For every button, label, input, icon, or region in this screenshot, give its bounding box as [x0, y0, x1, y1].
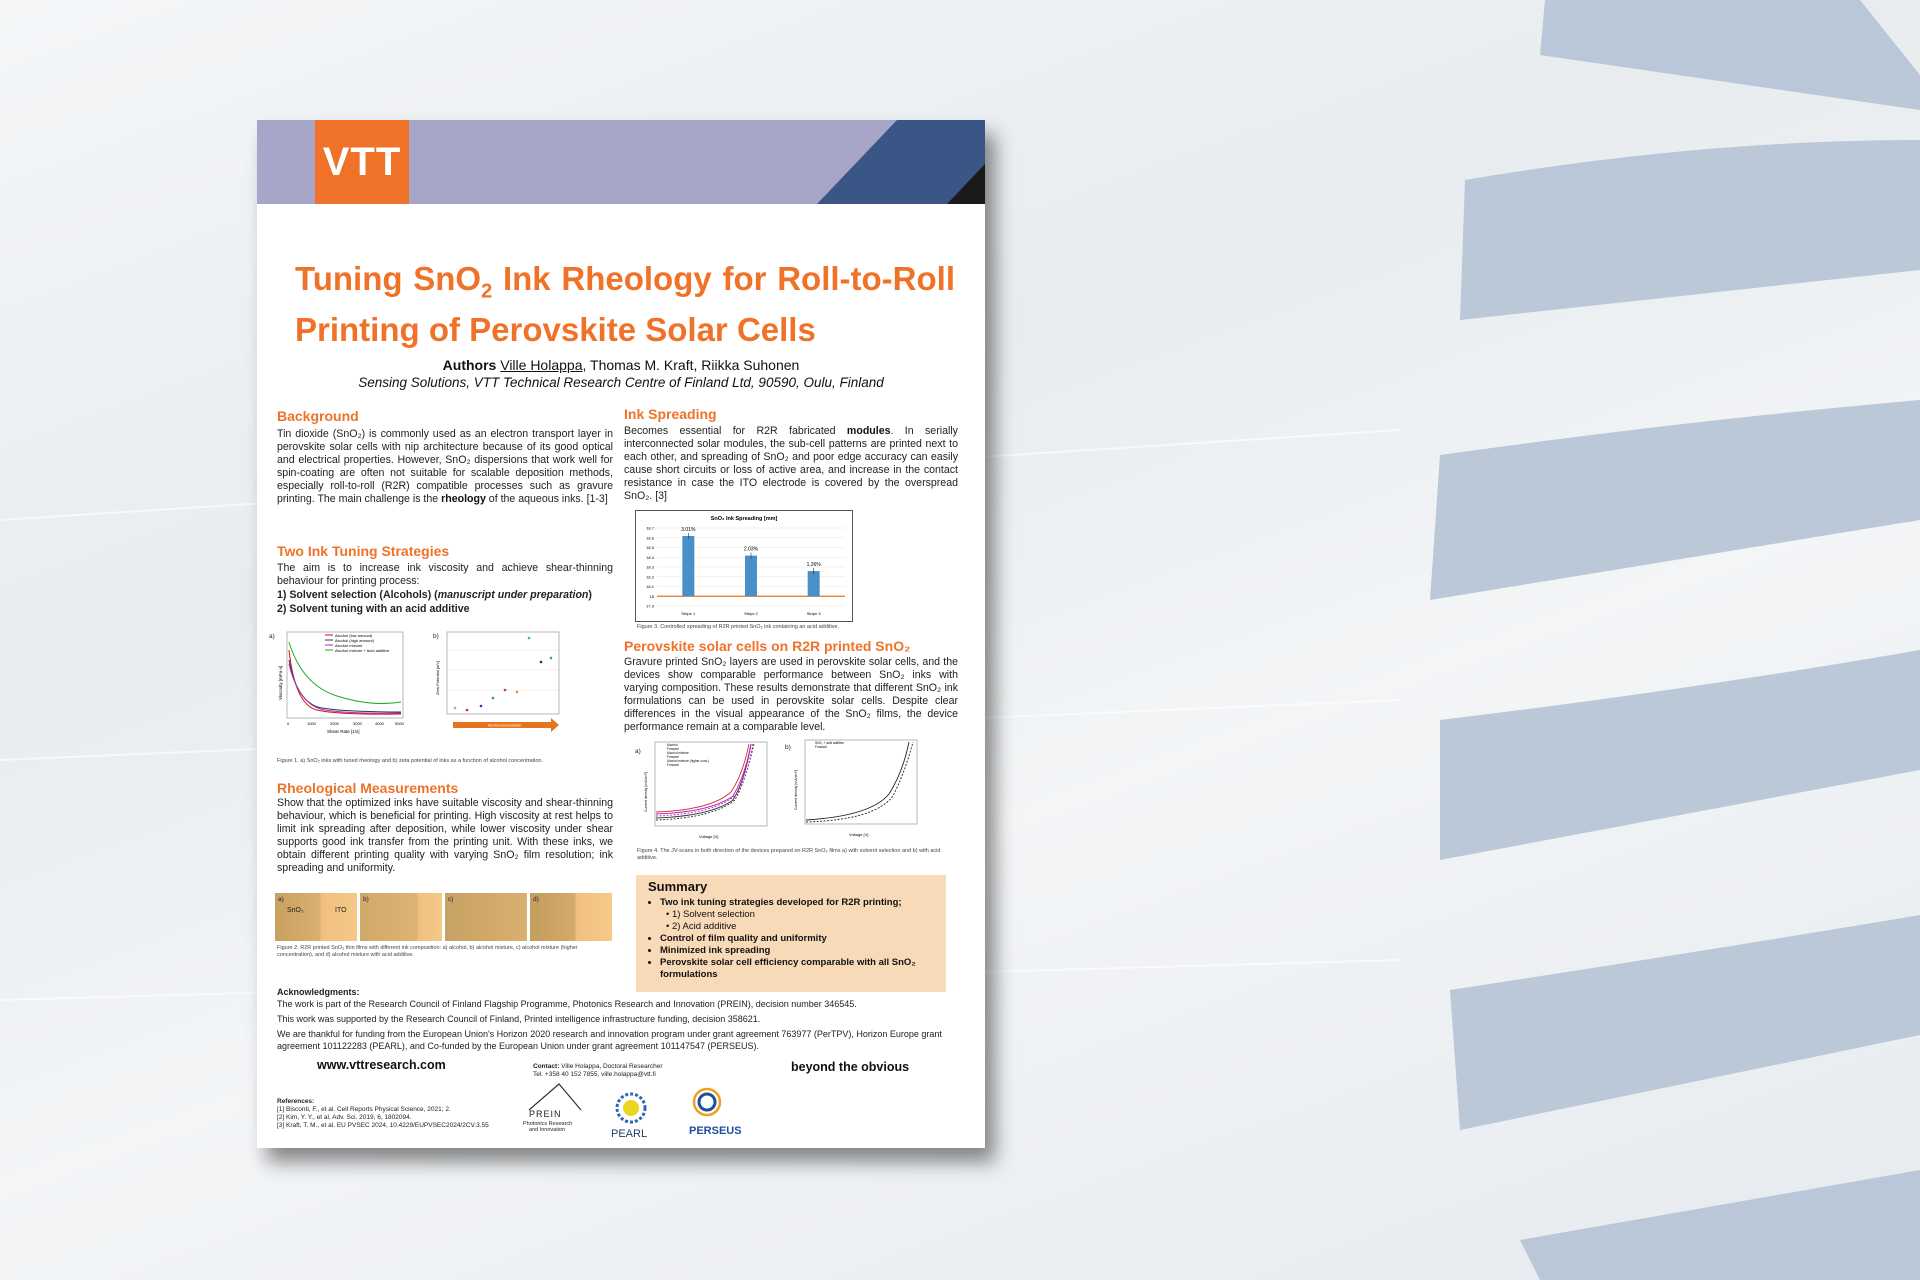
fig1a-xtick-5: 5000: [395, 721, 404, 726]
fig4a-legend-6: Forward: [667, 763, 679, 767]
fig4a-legend-4: Forward: [667, 755, 679, 759]
perovskite-heading: Perovskite solar cells on R2R printed SnO₂: [624, 638, 911, 654]
fig1b-point: [550, 657, 553, 660]
perovskite-text: Gravure printed SnO₂ layers are used in perovskite solar cells, and the devices show comparable performance between SnO₂ inks with varying composition. These results demonstrate that different SnO₂ ink formulations can be used in perovskite solar cells. Despite clear differences in the visual appearance of the SnO₂ films, the device performance remain at a comparable level.: [624, 656, 958, 733]
fig3-ytick-label: 18.4: [646, 554, 654, 560]
ack-line-2: This work was supported by the Research Council of Finland, Printed intelligence infrastructure funding, decision 358621.: [277, 1014, 761, 1024]
fig1a-xtick-0: 0: [287, 721, 290, 726]
fig3-bar-chart: [635, 510, 853, 622]
fig2-caption: Figure 2. R2R printed SnO₂ thin films with different ink composition: a) alcohol, b) alcohol mixture, c) alcohol mixture (higher concentration), and d) alcohol mixture with acid additive.: [277, 945, 578, 958]
fig4b-legend-1: SnO₂ + acid additive: [815, 741, 844, 745]
prein-sub-1: Photonics Research: [523, 1121, 573, 1127]
fig4b-legend-2: Forward: [815, 745, 827, 749]
affiliation: Sensing Solutions, VTT Technical Research Centre of Finland Ltd, 90590, Oulu, Finland: [358, 375, 884, 390]
fig1a-legend-2: Alcohol (high amount): [335, 638, 374, 643]
rheo-text: Show that the optimized inks have suitable viscosity and shear-thinning behaviour, which is beneficial for printing. High viscosity at rest helps to limit ink spreading after deposition, while lower viscosity under shear supports good ink transfer from the printing unit. With these inks, we obtain different printing quality with varying SnO₂ film resolution; ink spreading and uniformity.: [277, 797, 613, 874]
fig1a-viscosity-plot: [277, 630, 407, 738]
summary-subitem: • 2) Acid additive: [666, 921, 737, 932]
fig1b-label: b): [433, 633, 439, 640]
fig3-data-label: 2.03%: [743, 546, 759, 553]
fig4b-xlabel: Voltage [V]: [849, 832, 869, 837]
fig1b-ylabel: Zeta Potential [mV]: [435, 660, 440, 695]
fig4b-jv-plot: [791, 738, 921, 846]
fig3-caption: Figure 3. Controlled spreading of R2R printed SnO₂ ink containing an acid additive.: [637, 624, 840, 630]
spreading-heading: Ink Spreading: [624, 406, 717, 422]
fig2-film-d: d): [530, 893, 612, 941]
fig1a-xtick-4: 4000: [375, 721, 384, 726]
fig3-bar: [745, 556, 757, 597]
fig1b-zeta-plot: [433, 630, 563, 738]
ack-line-1: The work is part of the Research Council of Finland Flagship Programme, Photonics Research and Innovation (PREIN), decision number 346545.: [277, 999, 857, 1009]
summary-item: • Control of film quality and uniformity: [660, 933, 946, 945]
fig1a-label: a): [269, 633, 275, 640]
fig1a-xtick-2: 2000: [330, 721, 339, 726]
fig3-ytick-label: 18.2: [646, 574, 654, 580]
reference-2: [2] Kim, Y. Y., et al. Adv. Sci. 2019, 6, 1802094.: [277, 1114, 412, 1121]
fig3-ytick-label: 18.5: [646, 545, 654, 550]
perseus-logo-text: PERSEUS: [689, 1125, 742, 1137]
fig4a-label: a): [635, 748, 641, 755]
fig1b-point: [466, 709, 469, 712]
fig4a-legend-5: Alcohol mixture (higher conc.): [667, 759, 710, 763]
authors-line: Authors Ville Holappa, Thomas M. Kraft, Riikka Suhonen: [442, 357, 800, 373]
summary-list: [644, 897, 946, 981]
fig3-data-label: 3.01%: [681, 527, 696, 533]
fig1b-point: [492, 697, 495, 700]
fig1-caption: Figure 1. a) SnO₂ inks with tuned rheology and b) zeta potential of inks as a function of alcohol concentration.: [277, 758, 543, 764]
references-heading: References:: [277, 1098, 315, 1105]
summary-item: • Perovskite solar cell efficiency comparable with all SnO₂ formulations: [660, 957, 946, 981]
fig4a-legend-2: Forward: [667, 747, 679, 751]
footer-contact-details: Tel. +358 40 152 7855, ville.holappa@vtt.fi: [533, 1071, 656, 1078]
fig3-ytick-label: 18.3: [646, 564, 654, 570]
strategy-item-2: 2) Solvent tuning with an acid additive: [277, 603, 470, 615]
footer-contact: Contact: Ville Holappa, Doctoral Researcher: [533, 1063, 663, 1070]
fig1a-legend-3: Alcohol mixture: [335, 643, 363, 648]
fig3-bar: [682, 536, 694, 596]
summary-item: • Two ink tuning strategies developed for R2R printing;: [660, 897, 946, 909]
fig1a-legend-4: Alcohol mixture + Acid additive: [335, 648, 390, 653]
background-heading: Background: [277, 408, 359, 424]
pearl-logo-text: PEARL: [611, 1128, 648, 1140]
fig4a-xlabel: Voltage [V]: [699, 834, 719, 839]
fig4b-label: b): [785, 744, 791, 751]
fig4a-legend-1: Alcohol: [667, 743, 678, 747]
fig1b-point: [540, 661, 543, 664]
background-text: Tin dioxide (SnO₂) is commonly used as an electron transport layer in perovskite solar cells with nip architecture because of its good optical and electrical properties. However, SnO₂ dispersions that work well for spin-coating are often not suitable for scalable deposition methods, especially roll-to-roll (R2R) compatible processes such as gravure printing. The main challenge is the rheology of the aqueous inks. [1-3]: [277, 428, 613, 505]
fig1a-xtick-1: 1000: [307, 721, 316, 726]
fig4a-ylabel: Current density [mA/cm²]: [644, 772, 648, 812]
poster-title: Tuning SnO$_2$ Ink Rheology for Roll-to-Roll Printing of Perovskite Solar Cells: [295, 260, 955, 348]
strategies-text: The aim is to increase ink viscosity and achieve shear-thinning behaviour for printing process:: [277, 562, 613, 587]
summary-title: Summary: [648, 879, 708, 894]
summary-subitem: • 1) Solvent selection: [666, 909, 755, 920]
fig1b-point: [480, 705, 483, 708]
perseus-logo-icon: [687, 1086, 727, 1118]
footer-tagline: beyond the obvious: [791, 1060, 910, 1074]
fig4a-jv-plot: [641, 740, 771, 848]
fig3-ytick-label: 18.7: [646, 525, 654, 531]
prein-logo-text: PREIN: [529, 1109, 562, 1119]
fig3-ytick-label: 17.9: [646, 603, 654, 609]
fig3-category-label: Stripe 2: [744, 611, 758, 616]
fig1a-ylabel: Viscosity [mPa·s]: [278, 665, 283, 700]
fig1a-legend-1: Alcohol (low amount): [335, 633, 373, 638]
rheo-heading: Rheological Measurements: [277, 780, 459, 796]
spreading-text: Becomes essential for R2R fabricated modules. In serially interconnected solar modules, the sub-cell patterns are printed next to each other, and spreading of SnO₂ and poor edge accuracy can easily cause short circuits or loss of active area, and increase in the contact resistance in case the ITO electrode is covered by the overspread SnO₂. [3]: [624, 425, 958, 502]
fig3-data-label: 1.26%: [806, 562, 821, 569]
fig3-ytick-label: 18.1: [646, 584, 654, 589]
summary-item: • Minimized ink spreading: [660, 945, 946, 957]
fig1b-point: [504, 689, 507, 692]
fig3-bar: [808, 571, 820, 596]
strategy-item-1: 1) Solvent selection (Alcohols) (manuscript under preparation): [277, 589, 592, 601]
poster: [257, 120, 985, 1148]
fig4-caption: Figure 4. The JV-scans in both direction of the devices prepared on R2R SnO₂ films a) with solvent selection and b) with acid additive.: [637, 848, 941, 861]
fig2-film-a: a) SnO₂ ITO: [275, 893, 357, 941]
fig3-category-label: Stripe 3: [806, 611, 821, 616]
fig1a-xtick-3: 3000: [353, 721, 362, 726]
ack-heading: Acknowledgments:: [277, 987, 360, 997]
fig3-ytick-label: 18: [649, 593, 654, 599]
fig4b-ylabel: Current density [mA/cm²]: [794, 770, 798, 810]
ack-line-3: We are thankful for funding from the European Union's Horizon 2020 research and innovation program under grant agreement 763977 (PerTPV), Horizon Europe grant agreement 101122283 (PEARL), and Co-funded by the European Union under grant agreement 101147547 (PERSEUS).: [277, 1029, 942, 1051]
reference-1: [1] Bisconti, F., et al. Cell Reports Physical Science, 2021; 2.: [277, 1106, 451, 1113]
reference-3: [3] Kraft, T. M., et al. EU PVSEC 2024, 10.4229/EUPVSEC2024/2CV.3.55: [277, 1122, 489, 1129]
fig3-chart-title: SnO₂ Ink Spreading [mm]: [710, 516, 778, 522]
footer-url[interactable]: www.vttresearch.com: [317, 1058, 446, 1072]
prein-sub-2: and Innovation: [529, 1127, 566, 1133]
pearl-logo-icon: [613, 1090, 649, 1126]
fig1b-point: [516, 691, 519, 694]
summary-box: [636, 875, 946, 992]
strategies-heading: Two Ink Tuning Strategies: [277, 543, 450, 559]
fan-decoration-icon: [1430, 0, 1920, 1280]
vtt-logo: VTT: [315, 120, 409, 204]
fig1b-arrow-label: Alcohol concentration: [488, 723, 522, 728]
fig2-film-b: b): [360, 893, 442, 941]
fig3-category-label: Stripe 1: [681, 611, 696, 616]
fig3-ytick-label: 18.6: [646, 535, 654, 541]
fig4a-legend-3: Alcohol mixture: [667, 751, 689, 755]
fig1b-point: [454, 707, 457, 710]
fig2-film-c: c): [445, 893, 527, 941]
fig1b-point: [528, 637, 531, 640]
fig1a-xlabel: Shear Rate [1/s]: [327, 729, 360, 734]
